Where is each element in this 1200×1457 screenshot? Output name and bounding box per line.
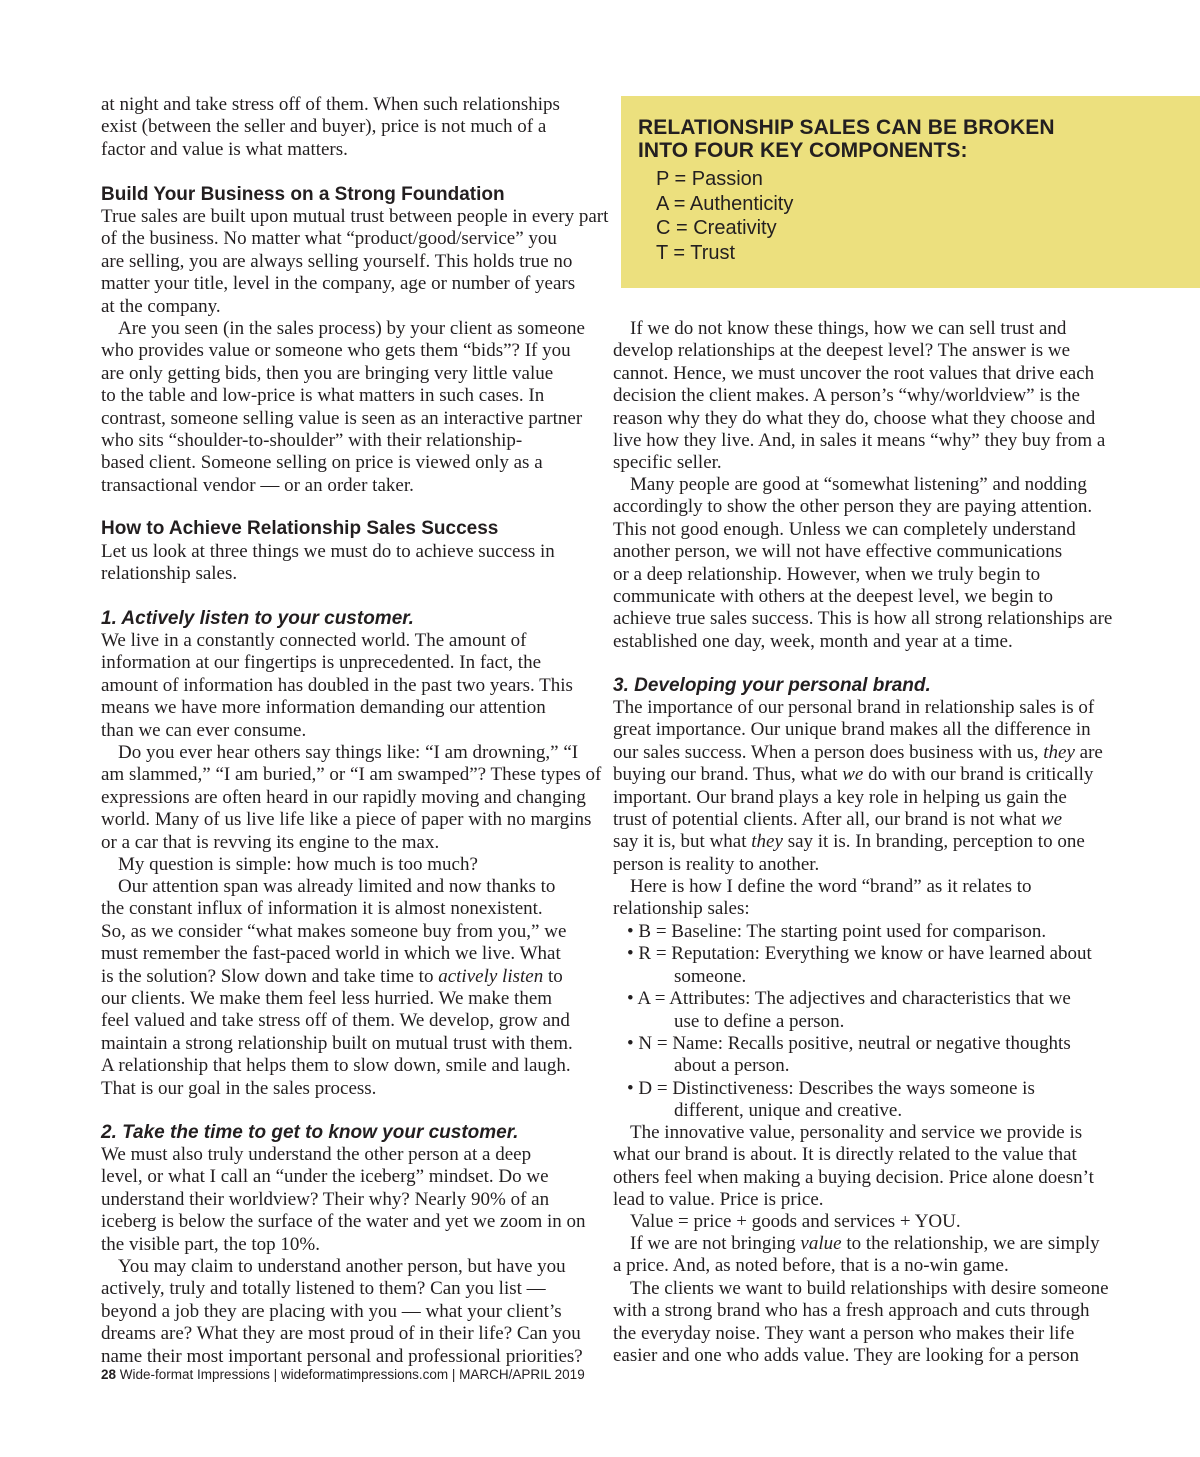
text-line: world. Many of us live life like a piece of paper with no margins [101, 809, 592, 831]
text-line: name their most important personal and professional priorities? [101, 1345, 583, 1367]
text-line: another person, we will not have effective communications [613, 541, 1063, 563]
paragraph-listen-3 [101, 854, 478, 876]
text-line: You may claim to understand another person, but have you [118, 1256, 566, 1277]
text-line: achieve true sales success. This is how all strong relationships are [613, 608, 1113, 630]
paragraph-foundation-2 [101, 318, 585, 497]
text-line: who provides value or someone who gets them “bids”? If you [101, 340, 571, 362]
text-line: am slammed,” “I am buried,” or “I am swamped”? These types of [101, 764, 602, 786]
text-line: a price. And, as noted before, that is a no-win game. [613, 1255, 1009, 1277]
callout-title-line: INTO FOUR KEY COMPONENTS: [638, 139, 968, 162]
text-line: accordingly to show the other person they are paying attention. [613, 496, 1093, 518]
text-line: are selling, you are always selling yourself. This holds true no [101, 250, 573, 272]
callout-box [621, 96, 1200, 288]
paragraph-brand-2 [613, 876, 1032, 921]
text-line: Do you ever hear others say things like: “I am drowning,” “I [118, 742, 579, 763]
text-line: Many people are good at “somewhat listening” and nodding [630, 474, 1087, 495]
text-line: If we are not bringing value to the relationship, we are simply [630, 1233, 1100, 1254]
text-line: A relationship that helps them to slow down, smile and laugh. [101, 1055, 571, 1077]
callout-title [638, 116, 1178, 162]
text-line: We must also truly understand the other person at a deep [101, 1144, 532, 1165]
text-line: contrast, someone selling value is seen as an interactive partner [101, 407, 583, 429]
text-line: transactional vendor — or an order taker. [101, 474, 414, 496]
paragraph-success [101, 541, 555, 586]
text-line: My question is simple: how much is too much? [118, 854, 478, 875]
text-line: communicate with others at the deepest level, we begin to [613, 586, 1054, 608]
text-line: easier and one who adds value. They are looking for a person [613, 1345, 1080, 1367]
text-line: trust of potential clients. After all, our brand is not what we [613, 809, 1063, 831]
text-line: important. Our brand plays a key role in helping us gain the [613, 786, 1067, 808]
text-line: information at our fingertips is unprecedented. In fact, the [101, 652, 542, 674]
text-line: Value = price + goods and services + YOU. [630, 1211, 961, 1232]
text-line: the everyday noise. They want a person who makes their life [613, 1322, 1075, 1344]
heading-personal-brand: 3. Developing your personal brand. [613, 675, 931, 696]
text-line: feel valued and take stress off of them. We develop, grow and [101, 1010, 570, 1032]
paragraph-know-2 [101, 1256, 583, 1368]
text-line: Here is how I define the word “brand” as it relates to [630, 876, 1032, 897]
text-line: our sales success. When a person does business with us, they are [613, 741, 1103, 763]
text-line: than we can ever consume. [101, 719, 307, 741]
text-line: based client. Someone selling on price is viewed only as a [101, 452, 543, 474]
text-line: others feel when making a buying decision. Price alone doesn’t [613, 1166, 1094, 1188]
text-line: buying our brand. Thus, what we do with our brand is critically [613, 764, 1094, 786]
text-line: what our brand is about. It is directly related to the value that [613, 1144, 1077, 1166]
text-line: means we have more information demanding our attention [101, 697, 546, 719]
text-line: The innovative value, personality and service we provide is [630, 1122, 1083, 1143]
callout-item-creativity: C = Creativity [656, 217, 777, 240]
heading-actively-listen: 1. Actively listen to your customer. [101, 608, 414, 629]
text-line: cannot. Hence, we must uncover the root values that drive each [613, 362, 1095, 384]
text-line: the visible part, the top 10%. [101, 1233, 320, 1255]
paragraph-listen-2 [101, 742, 601, 854]
page-footer [101, 1367, 585, 1383]
paragraph-know-1 [101, 1144, 586, 1256]
text-line: matter your title, level in the company, age or number of years [101, 273, 576, 295]
paragraph-brand-4 [613, 1211, 961, 1233]
text-line: Our attention span was already limited and now thanks to [118, 876, 556, 897]
paragraph-brand-6 [613, 1278, 1109, 1368]
text-line: So, as we consider “what makes someone buy from you,” we [101, 920, 567, 942]
brand-bullet-list [613, 921, 1092, 1123]
text-line: or a car that is revving its engine to the max. [101, 831, 440, 853]
text-line: iceberg is below the surface of the water and yet we zoom in on [101, 1211, 586, 1233]
callout-item-passion: P = Passion [656, 168, 763, 190]
text-line: relationship sales. [101, 563, 238, 585]
text-line: The clients we want to build relationships with desire someone [630, 1278, 1109, 1299]
text-line: of the business. No matter what “product/good/service” you [101, 228, 557, 250]
text-line: person is reality to another. [613, 853, 820, 875]
brand-bullet-line: use to define a person. [674, 1010, 845, 1032]
text-line: reason why they do what they do, choose what they choose and [613, 407, 1096, 429]
heading-relationship-sales-success: How to Achieve Relationship Sales Success [101, 518, 499, 539]
text-line: to the table and low-price is what matters in such cases. In [101, 385, 545, 407]
paragraph-foundation-1 [101, 206, 608, 318]
heading-strong-foundation: Build Your Business on a Strong Foundation [101, 184, 505, 205]
brand-bullet-line: someone. [674, 965, 747, 987]
brand-bullet-line: • B = Baseline: The starting point used for comparison. [627, 921, 1047, 942]
brand-bullet-line: • A = Attributes: The adjectives and characteristics that we [627, 988, 1071, 1010]
footer-publication-text: Wide-format Impressions | wideformatimpressions.com | MARCH/APRIL 2019 [119, 1367, 585, 1382]
brand-bullet-line: about a person. [674, 1055, 790, 1077]
text-line: Are you seen (in the sales process) by your client as someone [118, 318, 585, 339]
paragraph-brand-5 [613, 1233, 1100, 1278]
text-line: who sits “shoulder-to-shoulder” with their relationship- [101, 430, 523, 452]
text-line: live how they live. And, in sales it means “why” they buy from a [613, 430, 1106, 452]
text-line: If we do not know these things, how we can sell trust and [630, 318, 1067, 339]
text-line: our clients. We make them feel less hurried. We make them [101, 988, 553, 1010]
text-line: This not good enough. Unless we can completely understand [613, 518, 1076, 540]
text-line: is the solution? Slow down and take time to actively listen to [101, 965, 563, 987]
callout-item-trust: T = Trust [656, 242, 736, 265]
page-number: 28 [101, 1367, 117, 1382]
text-line: expressions are often heard in our rapidly moving and changing [101, 786, 586, 808]
text-line: understand their worldview? Their why? Nearly 90% of an [101, 1188, 550, 1210]
callout-title-line: RELATIONSHIP SALES CAN BE BROKEN [638, 116, 1055, 139]
brand-bullet-line: • D = Distinctiveness: Describes the ways someone is [627, 1077, 1035, 1099]
text-line: at night and take stress off of them. When such relationships [101, 94, 560, 115]
text-line: maintain a strong relationship built on mutual trust with them. [101, 1032, 573, 1054]
paragraph-brand-1 [613, 697, 1103, 876]
text-line: specific seller. [613, 452, 722, 474]
paragraph-brand-3 [613, 1122, 1094, 1212]
text-line: That is our goal in the sales process. [101, 1077, 377, 1099]
text-line: level, or what I call an “under the iceberg” mindset. Do we [101, 1166, 549, 1188]
text-line: relationship sales: [613, 898, 750, 920]
brand-bullet-line: • R = Reputation: Everything we know or have learned about [627, 943, 1092, 965]
text-line: or a deep relationship. However, when we truly begin to [613, 563, 1041, 585]
text-line: True sales are built upon mutual trust between people in every part [101, 206, 609, 227]
text-line: amount of information has doubled in the past two years. This [101, 674, 573, 696]
paragraph-listen-4 [101, 876, 573, 1100]
text-line: develop relationships at the deepest level? The answer is we [613, 340, 1071, 362]
text-line: lead to value. Price is price. [613, 1189, 824, 1211]
text-line: established one day, week, month and year at a time. [613, 630, 1013, 652]
text-line: actively, truly and totally listened to them? Can you list — [101, 1278, 546, 1300]
text-line: at the company. [101, 295, 221, 317]
text-line: exist (between the seller and buyer), price is not much of a [101, 116, 547, 138]
text-line: Let us look at three things we must do to achieve success in [101, 541, 555, 562]
brand-bullet-line: • N = Name: Recalls positive, neutral or negative thoughts [627, 1033, 1071, 1055]
brand-bullet-line: different, unique and creative. [674, 1100, 903, 1122]
text-line: The importance of our personal brand in relationship sales is of [613, 697, 1095, 718]
text-line: beyond a job they are placing with you — what your client’s [101, 1300, 562, 1322]
text-line: We live in a constantly connected world. The amount of [101, 630, 527, 651]
text-line: factor and value is what matters. [101, 138, 348, 160]
text-line: must remember the fast-paced world in which we live. What [101, 943, 561, 965]
paragraph-trust-1 [613, 318, 1105, 475]
text-line: say it is, but what they say it is. In branding, perception to one [613, 831, 1085, 853]
heading-know-your-customer: 2. Take the time to get to know your customer. [101, 1122, 519, 1143]
text-line: great importance. Our unique brand makes all the difference in [613, 719, 1091, 741]
paragraph-trust-2 [613, 474, 1112, 653]
text-line: the constant influx of information it is almost nonexistent. [101, 898, 543, 920]
callout-components-list [656, 167, 793, 266]
text-line: are only getting bids, then you are bringing very little value [101, 362, 554, 384]
paragraph-intro [101, 94, 560, 161]
text-line: decision the client makes. A person’s “why/worldview” is the [613, 385, 1080, 407]
text-line: dreams are? What they are most proud of in their life? Can you [101, 1323, 581, 1345]
text-line: with a strong brand who has a fresh approach and cuts through [613, 1300, 1090, 1322]
paragraph-listen-1 [101, 630, 573, 742]
callout-item-authenticity: A = Authenticity [656, 192, 794, 215]
